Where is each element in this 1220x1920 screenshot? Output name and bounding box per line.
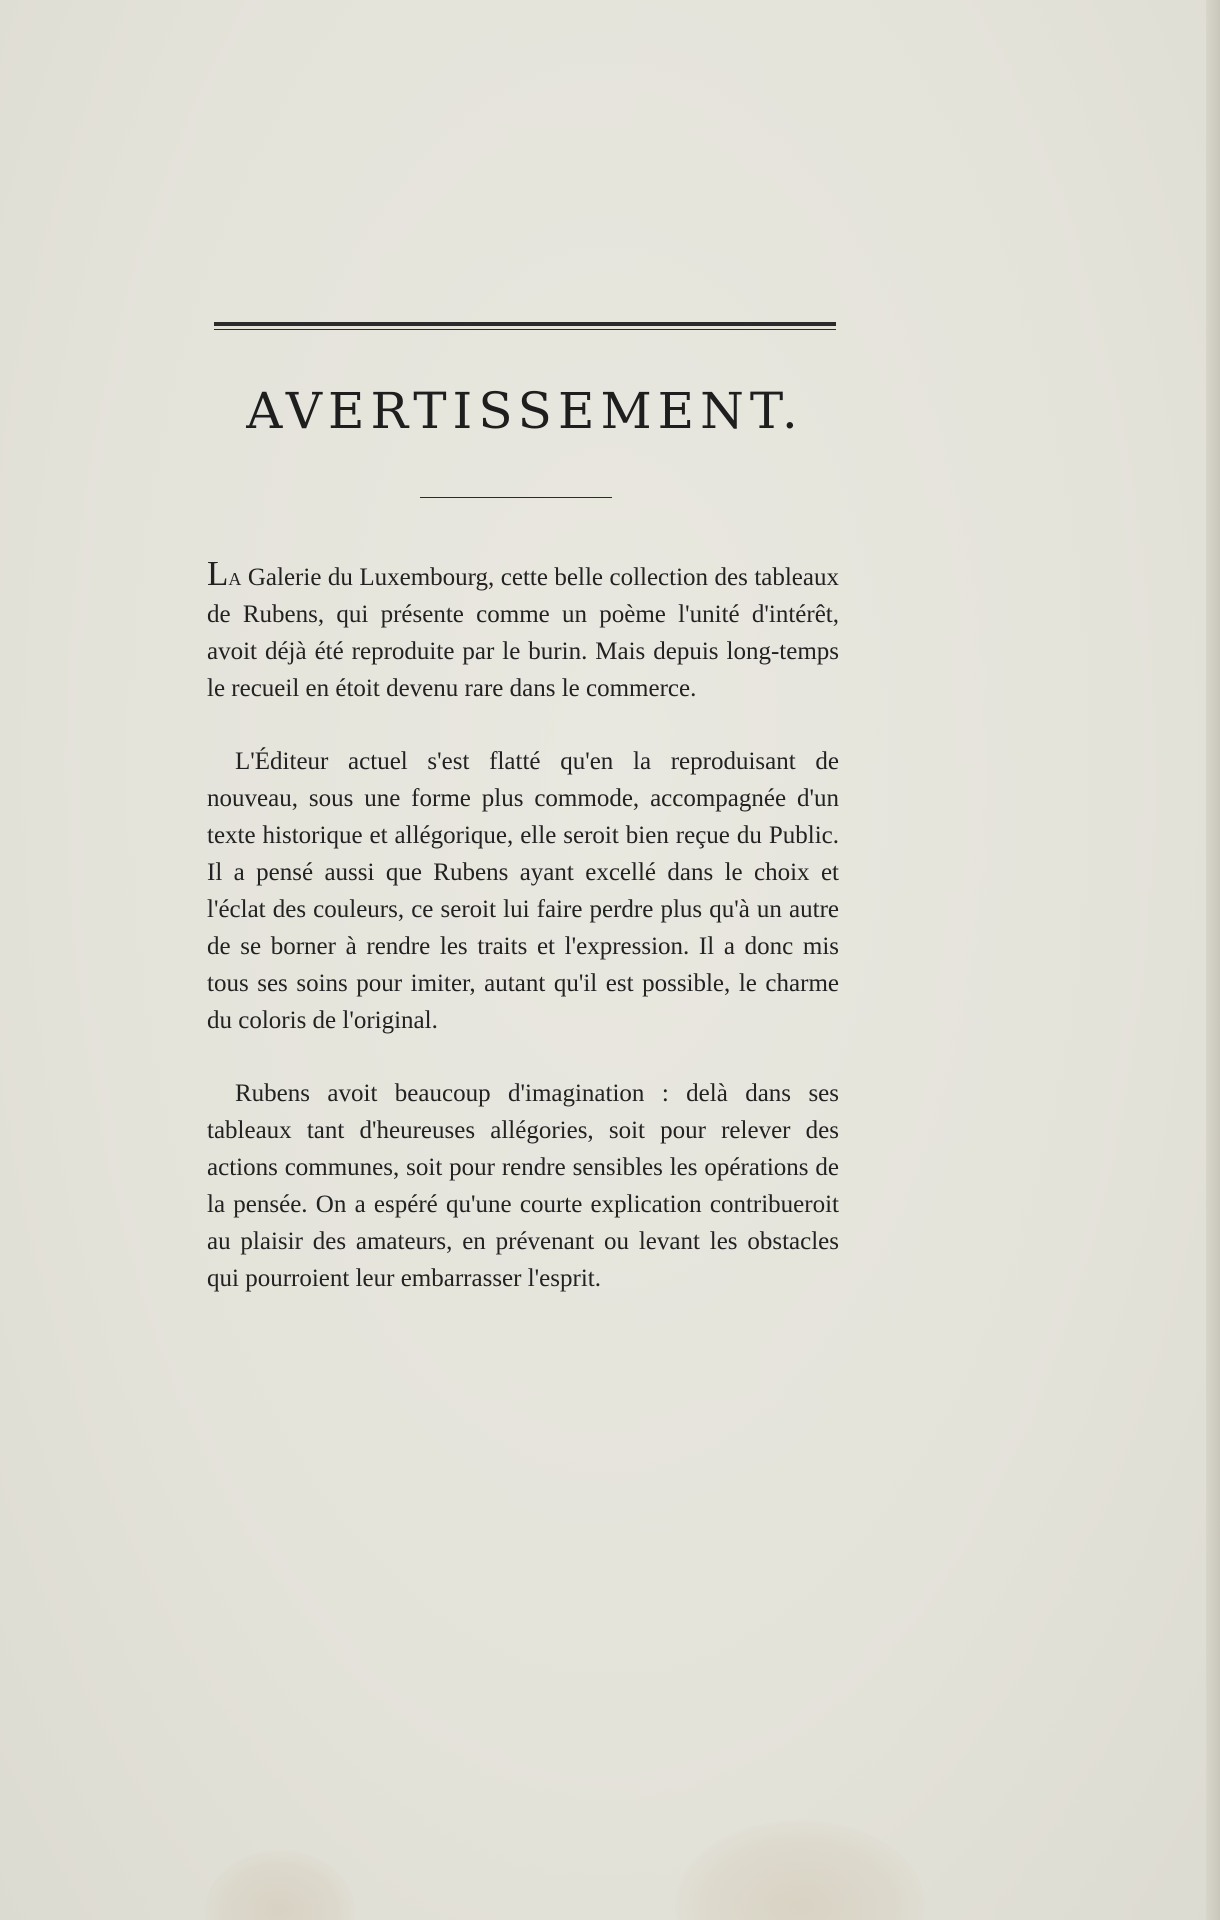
title-underline-rule — [420, 497, 612, 498]
page-title: AVERTISSEMENT. — [246, 382, 804, 440]
small-caps-lead: a — [228, 564, 242, 591]
paper-stain — [205, 1850, 355, 1920]
paper-stain — [675, 1820, 925, 1920]
header-double-rule — [214, 322, 836, 330]
body-text — [207, 556, 839, 1297]
drop-cap: L — [207, 554, 229, 593]
page-edge — [1206, 0, 1220, 1920]
paragraph-3: Rubens avoit beaucoup d'imagination : delà dans ses tableaux tant d'heureuses allégories, soit pour relever des actions communes, soit pour rendre sensibles les opérations de la pensée. On a espéré qu'une courte explication contribueroit au plaisir des amateurs, en prévenant ou levant les obstacles qui pourroient leur embarrasser l'esprit. — [207, 1080, 839, 1292]
paragraph-1 — [207, 556, 839, 707]
paragraph-1-text: Galerie du Luxembourg, cette belle collection des tableaux de Rubens, qui présente comme un poème l'unité d'intérêt, avoit déjà été reproduite par le burin. Mais depuis long-temps le recueil en étoit devenu rare dans le commerce. — [207, 564, 839, 702]
paragraph-2: L'Éditeur actuel s'est flatté qu'en la reproduisant de nouveau, sous une forme plus commode, accompagnée d'un texte historique et allégorique, elle seroit bien reçue du Public. Il a pensé aussi que Rubens ayant excellé dans le choix et l'éclat des couleurs, ce seroit lui faire perdre plus qu'à un autre de se borner à rendre les traits et l'expression. Il a donc mis tous ses soins pour imiter, autant qu'il est possible, le charme du coloris de l'original. — [207, 748, 839, 1034]
